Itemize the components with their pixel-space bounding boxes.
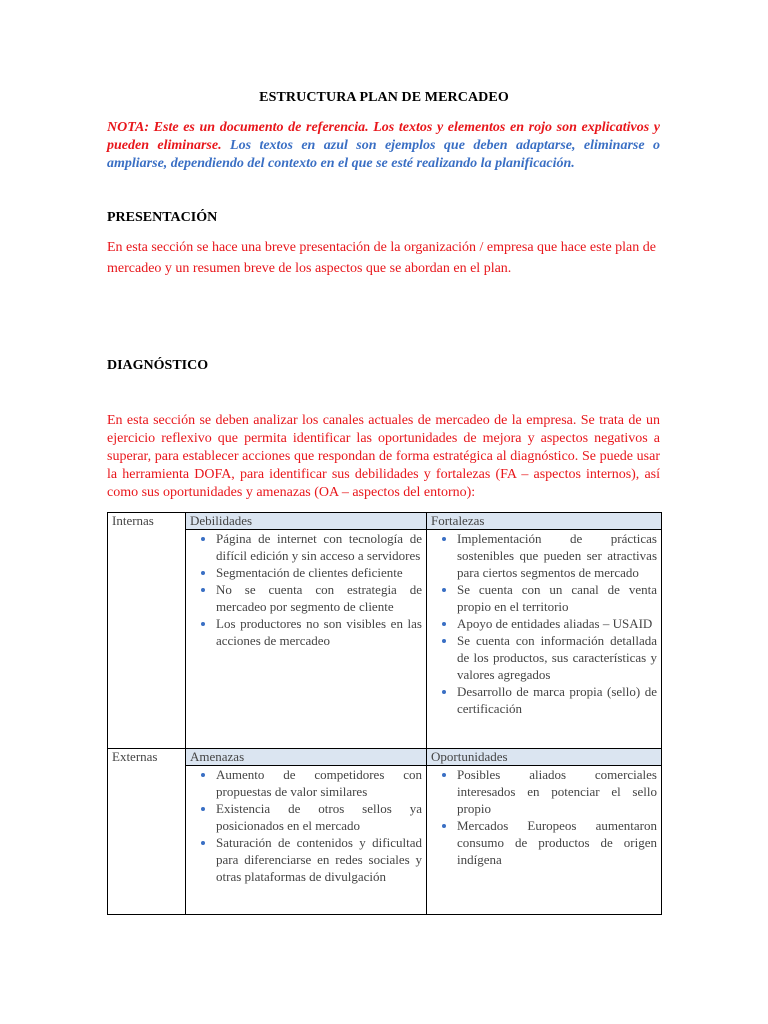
document-title: ESTRUCTURA PLAN DE MERCADEO bbox=[259, 90, 509, 105]
diagnostico-text: En esta sección se deben analizar los canales actuales de mercadeo de la empresa. Se trata de un ejercicio reflexivo que permita identificar las oportunidades de mejora y aspectos negativos a superar, para establecer acciones que respondan de forma estratégica al diagnóstico. Se puede usar la herramienta DOFA, para identificar sus debilidades y fortalezas (FA – aspectos internos), así como sus oportunidades y amenazas (OA – aspectos del entorno): bbox=[107, 413, 660, 500]
oportunidades-list bbox=[431, 766, 657, 868]
list-item: • Mercados Europeos aumentaron consumo de productos de origen indígena bbox=[457, 817, 657, 868]
oportunidades-cell bbox=[427, 766, 662, 915]
list-item: • Saturación de contenidos y dificultad para diferenciarse en redes sociales y otras plataformas de divulgación bbox=[216, 834, 422, 885]
list-item: • Posibles aliados comerciales interesados en potenciar el sello propio bbox=[457, 766, 657, 817]
presentacion-text: En esta sección se hace una breve presentación de la organización / empresa que hace este plan de mercadeo y un resumen breve de los aspectos que se abordan en el plan. bbox=[107, 240, 656, 276]
header-debilidades: Debilidades bbox=[186, 513, 427, 530]
dofa-row-externas-content bbox=[108, 766, 662, 915]
list-item: • Aumento de competidores con propuestas de valor similares bbox=[216, 766, 422, 800]
list-item: • Se cuenta con información detallada de los productos, sus características y valores agregados bbox=[457, 632, 657, 683]
list-item: • Desarrollo de marca propia (sello) de certificación bbox=[457, 683, 657, 717]
header-oportunidades: Oportunidades bbox=[427, 749, 662, 766]
dofa-table bbox=[107, 512, 662, 915]
note-red-text: Este es un documento de referencia. Los textos y elementos en rojo son explicativos y pueden eliminarse. bbox=[107, 120, 661, 153]
list-item: • Implementación de prácticas sostenibles que pueden ser atractivas para ciertos segmentos de mercado bbox=[457, 530, 657, 581]
row-label-internas: Internas bbox=[108, 513, 186, 749]
amenazas-cell bbox=[186, 766, 427, 915]
debilidades-cell bbox=[186, 530, 427, 749]
dofa-row-internas-header bbox=[108, 513, 662, 530]
list-item: • Los productores no son visibles en las acciones de mercadeo bbox=[216, 615, 422, 649]
dofa-row-externas-header bbox=[108, 749, 662, 766]
list-item: • Se cuenta con un canal de venta propio en el territorio bbox=[457, 581, 657, 615]
note-label: NOTA: bbox=[107, 120, 149, 135]
row-label-externas: Externas bbox=[108, 749, 186, 915]
list-item: • Segmentación de clientes deficiente bbox=[216, 564, 422, 581]
list-item: • Apoyo de entidades aliadas – USAID bbox=[457, 615, 657, 632]
debilidades-list bbox=[190, 530, 422, 649]
list-item: • Página de internet con tecnología de difícil edición y sin acceso a servidores bbox=[216, 530, 422, 564]
note-paragraph bbox=[107, 119, 660, 173]
header-amenazas: Amenazas bbox=[186, 749, 427, 766]
note-blue-text: Los textos en azul son ejemplos que deben adaptarse, eliminarse o ampliarse, dependiendo del contexto en el que se esté realizando la planificación. bbox=[107, 138, 661, 171]
dofa-row-internas-content bbox=[108, 530, 662, 749]
section-heading-presentacion: PRESENTACIÓN bbox=[107, 210, 218, 225]
fortalezas-cell bbox=[427, 530, 662, 749]
list-item: • Existencia de otros sellos ya posicionados en el mercado bbox=[216, 800, 422, 834]
fortalezas-list bbox=[431, 530, 657, 717]
section-heading-diagnostico: DIAGNÓSTICO bbox=[107, 358, 209, 373]
list-item: • No se cuenta con estrategia de mercadeo por segmento de cliente bbox=[216, 581, 422, 615]
header-fortalezas: Fortalezas bbox=[427, 513, 662, 530]
amenazas-list bbox=[190, 766, 422, 885]
